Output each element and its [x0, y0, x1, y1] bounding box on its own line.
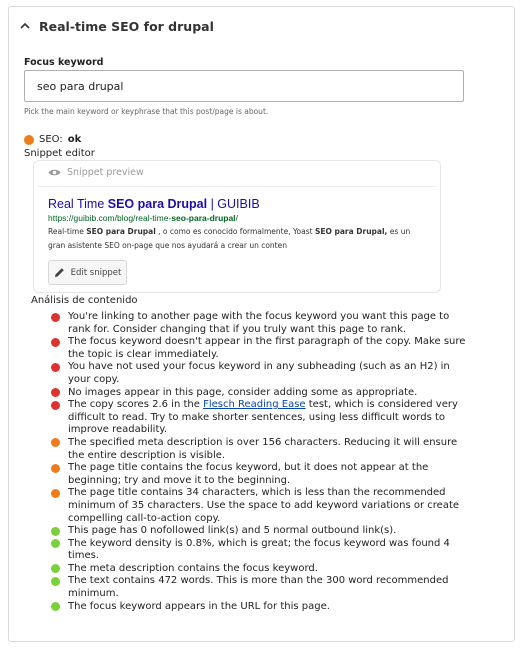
snippet-title-text: Real Time	[48, 197, 108, 211]
analysis-item	[51, 361, 471, 386]
snippet-desc-part: es un gran asistente SEO on-page que nos ayudará a crear un conten	[48, 227, 411, 250]
status-dot-good	[51, 602, 60, 611]
flesch-reading-ease-link[interactable]: Flesch Reading Ease	[203, 399, 306, 411]
panel-title: Real-time SEO for drupal	[39, 18, 214, 34]
status-dot-good	[51, 577, 60, 586]
snippet-editor-title: Snippet editor	[24, 148, 95, 159]
edit-snippet-button[interactable]	[48, 260, 127, 285]
analysis-item-text: This page has 0 nofollowed link(s) and 5 normal outbound link(s).	[68, 525, 397, 537]
snippet-desc-keyword: SEO para Drupal,	[314, 227, 388, 236]
analysis-item	[51, 538, 471, 563]
snippet-url-slug: seo-para-drupal	[171, 213, 236, 223]
analysis-item-text: The text contains 472 words. This is more than the 300 word recommended minimum.	[68, 575, 449, 600]
snippet-preview-url	[48, 213, 238, 223]
analysis-item-text: You have not used your focus keyword in any subheading (such as an H2) in your copy.	[68, 361, 450, 385]
status-dot-bad	[51, 338, 60, 347]
snippet-divider	[38, 186, 436, 187]
snippet-preview-header	[48, 167, 144, 178]
content-analysis-list	[51, 311, 471, 613]
status-dot-ok	[51, 489, 60, 498]
analysis-item	[51, 601, 471, 614]
analysis-item-text: The meta description contains the focus keyword.	[68, 562, 318, 574]
focus-keyword-input[interactable]	[24, 70, 464, 102]
analysis-item-text: The page title contains 34 characters, which is less than the recommended minimum of 35 characters. Use the space to add keyword variations or create compelling call-to-action copy.	[68, 487, 460, 524]
analysis-item-text: The focus keyword appears in the URL for this page.	[68, 600, 330, 612]
status-dot-ok	[51, 438, 60, 447]
status-dot-ok	[51, 464, 60, 473]
status-dot-bad	[51, 313, 60, 322]
analysis-item	[51, 487, 471, 525]
edit-snippet-label: Edit snippet	[70, 267, 122, 278]
status-dot-bad	[51, 401, 60, 410]
snippet-desc-part: Real-time	[48, 227, 87, 236]
analysis-item	[51, 575, 471, 600]
analysis-item	[51, 563, 471, 576]
analysis-item	[51, 387, 471, 400]
analysis-item	[51, 336, 471, 361]
snippet-preview-label: Snippet preview	[67, 167, 144, 178]
focus-keyword-help: Pick the main keyword or keyphrase that this post/page is about.	[24, 107, 269, 116]
focus-keyword-label: Focus keyword	[24, 57, 104, 68]
seo-status-dot	[24, 135, 34, 145]
snippet-title-keyword: SEO para Drupal	[107, 197, 208, 211]
analysis-item-text: No images appear in this page, consider adding some as appropriate.	[68, 386, 418, 398]
eye-icon	[48, 168, 61, 177]
status-dot-good	[51, 564, 60, 573]
panel-header-toggle[interactable]	[19, 15, 214, 37]
analysis-item-text: The keyword density is 0.8%, which is great; the focus keyword was found 4 times.	[68, 537, 450, 562]
snippet-desc-part: , o como es conocido formalmente, Yoast	[155, 227, 315, 236]
status-dot-bad	[51, 388, 60, 397]
analysis-item	[51, 311, 471, 336]
analysis-item	[51, 437, 471, 462]
analysis-item-text: The specified meta description is over 156 characters. Reducing it will ensure the entire description is visible.	[68, 436, 458, 461]
analysis-item	[51, 525, 471, 538]
status-dot-bad	[51, 363, 60, 372]
analysis-item-text: The page title contains the focus keyword, but it does not appear at the beginning; try and move it to the beginning.	[68, 462, 429, 486]
snippet-url-base: https://guibib.com/blog/real-time-	[48, 213, 172, 223]
status-dot-good	[51, 539, 60, 548]
analysis-item	[51, 399, 471, 437]
seo-status-value: ok	[67, 134, 82, 145]
status-dot-good	[51, 527, 60, 536]
snippet-preview-box	[33, 160, 441, 293]
snippet-preview-description	[48, 225, 428, 253]
pencil-icon	[54, 267, 65, 278]
analysis-item	[51, 462, 471, 487]
snippet-desc-keyword: SEO para Drupal	[86, 227, 156, 236]
analysis-text-pre: The copy scores 2.6 in the	[68, 399, 204, 411]
seo-status-label: SEO:	[39, 134, 63, 145]
seo-status	[24, 134, 81, 145]
analysis-item-text: The focus keyword doesn't appear in the first paragraph of the copy. Make sure the topic is clear immediately.	[68, 336, 466, 360]
chevron-up-icon	[19, 20, 31, 32]
content-analysis-title: Análisis de contenido	[31, 295, 138, 306]
analysis-item-text	[68, 399, 471, 437]
snippet-title-site: | GUIBIB	[207, 197, 260, 211]
snippet-url-end: /	[235, 213, 238, 223]
analysis-text-post: test, which is considered very difficult to read. Try to make shorter sentences, using less difficult words to improve readability.	[68, 399, 458, 436]
analysis-item-text: You're linking to another page with the focus keyword you want this page to rank for. Consider changing that if you truly want this page to rank.	[68, 311, 450, 335]
snippet-preview-title[interactable]	[48, 197, 260, 211]
